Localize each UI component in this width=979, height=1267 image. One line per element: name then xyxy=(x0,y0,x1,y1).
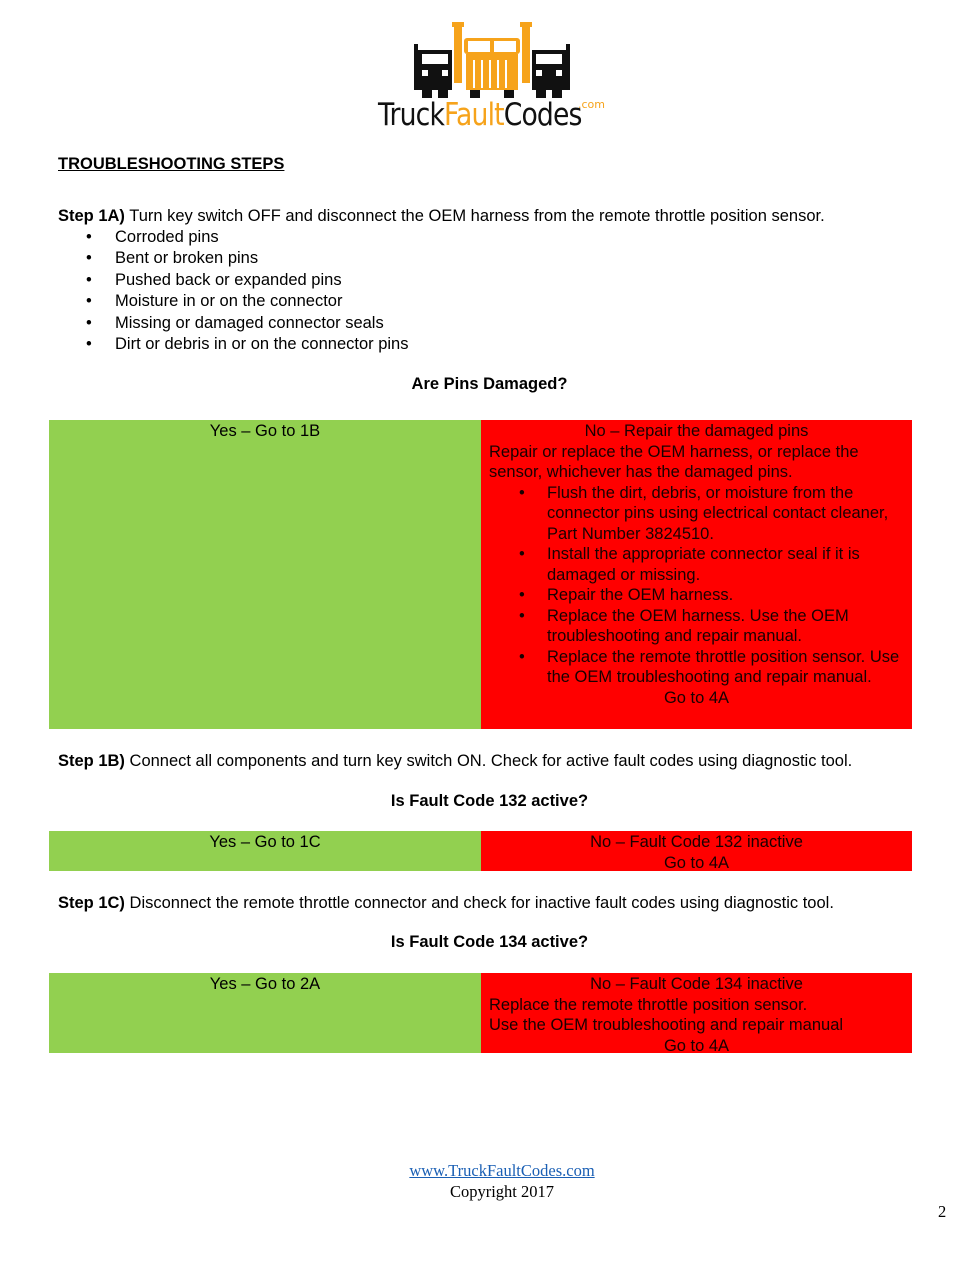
checklist-item: • Moisture in or on the connector xyxy=(58,291,408,312)
no-cell xyxy=(481,973,912,1053)
no-title: No – Fault Code 132 inactive xyxy=(590,833,803,851)
decision-row-1b xyxy=(49,831,912,871)
no-content xyxy=(489,974,904,1056)
checklist-item: • Dirt or debris in or on the connector pins xyxy=(58,334,408,355)
step-1b-instruction: Connect all components and turn key switch ON. Check for active fault codes using diagnostic tool. xyxy=(124,752,853,770)
logo-text-truck: Truck xyxy=(378,97,445,133)
no-goto: Go to 4A xyxy=(663,853,730,872)
no-line-1: Replace the remote throttle position sensor. xyxy=(489,995,808,1014)
yes-cell xyxy=(49,973,481,1053)
no-cell xyxy=(481,831,912,871)
step-1a-instruction: Turn key switch OFF and disconnect the OEM harness from the remote throttle position sensor. xyxy=(124,207,825,225)
logo-text-com: .com xyxy=(578,98,605,111)
no-actions-list xyxy=(489,483,904,688)
logo xyxy=(378,20,604,132)
action-item: • Replace the remote throttle position sensor. Use the OEM troubleshooting and repair manual. xyxy=(489,647,904,688)
no-content xyxy=(489,832,904,873)
checklist-item: • Pushed back or expanded pins xyxy=(58,270,408,291)
step-1b-text xyxy=(58,751,918,771)
question-fault-134: Is Fault Code 134 active? xyxy=(390,933,589,951)
no-goto: Go to 4A xyxy=(663,1036,730,1055)
action-item: • Flush the dirt, debris, or moisture from the connector pins using electrical contact cleaner, Part Number 3824510. xyxy=(489,483,904,545)
footer-copyright: Copyright 2017 xyxy=(449,1182,555,1201)
yes-cell xyxy=(49,420,481,729)
logo-wordmark xyxy=(378,97,582,133)
footer-website-link[interactable]: www.TruckFaultCodes.com xyxy=(409,1161,595,1180)
yes-cell xyxy=(49,831,481,871)
page-number: 2 xyxy=(938,1202,947,1221)
step-1c-label: Step 1C) xyxy=(58,894,125,912)
step-1b-label: Step 1B) xyxy=(58,752,125,770)
yes-label: Yes – Go to 1B xyxy=(209,422,321,440)
step-1a-text xyxy=(58,206,918,226)
footer-link-wrap xyxy=(0,1161,979,1181)
no-line-2: Use the OEM troubleshooting and repair manual xyxy=(489,1016,844,1034)
step-1c-instruction: Disconnect the remote throttle connector and check for inactive fault codes using diagnostic tool. xyxy=(124,894,834,912)
step-1a-checklist xyxy=(58,227,408,355)
no-description: Repair or replace the OEM harness, or replace the sensor, whichever has the damaged pins. xyxy=(489,442,859,481)
section-heading: TROUBLESHOOTING STEPS xyxy=(58,155,285,173)
checklist-item: • Corroded pins xyxy=(58,227,408,248)
no-title: No – Fault Code 134 inactive xyxy=(590,975,803,993)
no-cell xyxy=(481,420,912,729)
logo-text-codes: Codes xyxy=(503,97,582,133)
action-item: • Repair the OEM harness. xyxy=(489,585,904,606)
no-content xyxy=(489,421,904,708)
step-1c-text xyxy=(58,893,918,913)
decision-row-1a xyxy=(49,420,912,729)
truck-front-icon xyxy=(414,20,570,98)
logo-text-fault: Fault xyxy=(444,97,504,133)
decision-row-1c xyxy=(49,973,912,1053)
action-item: • Install the appropriate connector seal if it is damaged or missing. xyxy=(489,544,904,585)
question-fault-132: Is Fault Code 132 active? xyxy=(390,792,589,810)
yes-label: Yes – Go to 2A xyxy=(209,975,321,993)
checklist-item: • Missing or damaged connector seals xyxy=(58,313,408,334)
checklist-item: • Bent or broken pins xyxy=(58,248,408,269)
question-pins-damaged: Are Pins Damaged? xyxy=(411,375,568,393)
action-item: • Replace the OEM harness. Use the OEM troubleshooting and repair manual. xyxy=(489,606,904,647)
step-1a-label: Step 1A) xyxy=(58,207,125,225)
no-title: No – Repair the damaged pins xyxy=(584,422,809,440)
no-goto: Go to 4A xyxy=(663,688,730,707)
yes-label: Yes – Go to 1C xyxy=(209,833,321,851)
